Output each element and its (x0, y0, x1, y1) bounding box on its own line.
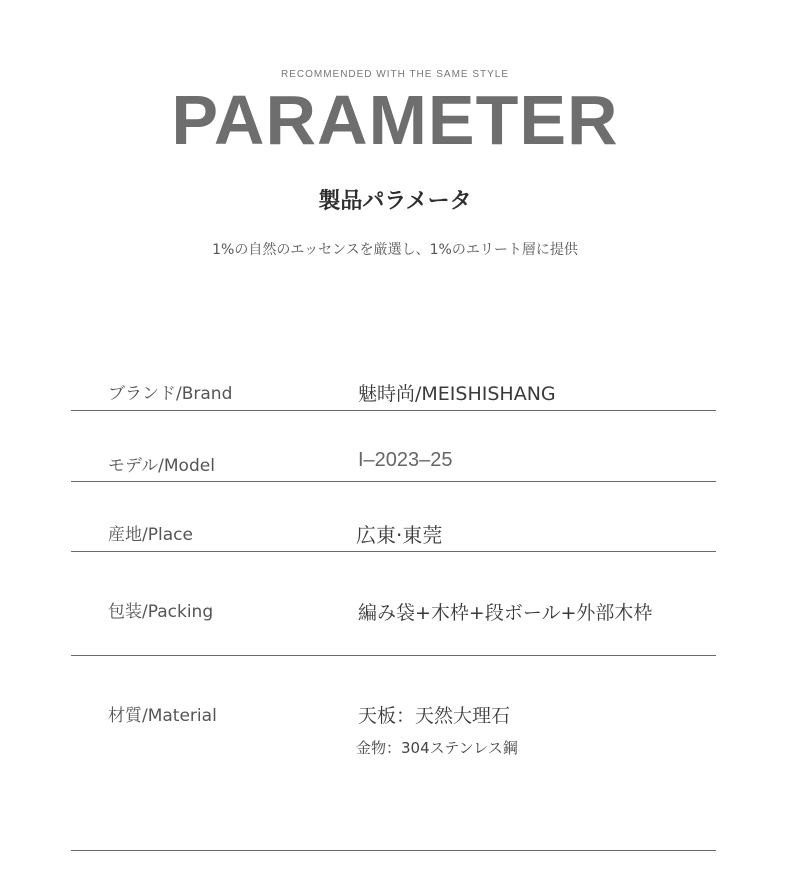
param-value: I–2023–25 (358, 449, 453, 471)
param-row-material (71, 655, 716, 851)
param-row-brand (71, 360, 716, 411)
page-title: PARAMETER (171, 81, 619, 159)
param-row-place (71, 481, 716, 552)
param-label: ブランド/Brand (108, 384, 233, 404)
tagline: 1%の自然のエッセンスを厳選し、1%のエリート層に提供 (212, 242, 578, 258)
param-value: 魅時尚/MEISHISHANG (358, 383, 556, 405)
page-title-japanese: 製品パラメータ (318, 189, 472, 214)
param-label: モデル/Model (108, 456, 215, 476)
param-label: 包装/Packing (108, 602, 214, 622)
param-row-packing (71, 551, 716, 656)
param-value: 広東·東莞 (356, 523, 443, 547)
param-row-model (71, 410, 716, 482)
param-label: 材質/Material (108, 706, 217, 726)
param-value-secondary: 金物：304ステンレス鋼 (356, 739, 518, 757)
header-subtitle: RECOMMENDED WITH THE SAME STYLE (280, 69, 510, 80)
param-value: 編み袋+木枠+段ボール+外部木枠 (358, 602, 653, 624)
param-label: 産地/Place (108, 525, 193, 545)
param-value: 天板：天然大理石 (358, 705, 511, 727)
